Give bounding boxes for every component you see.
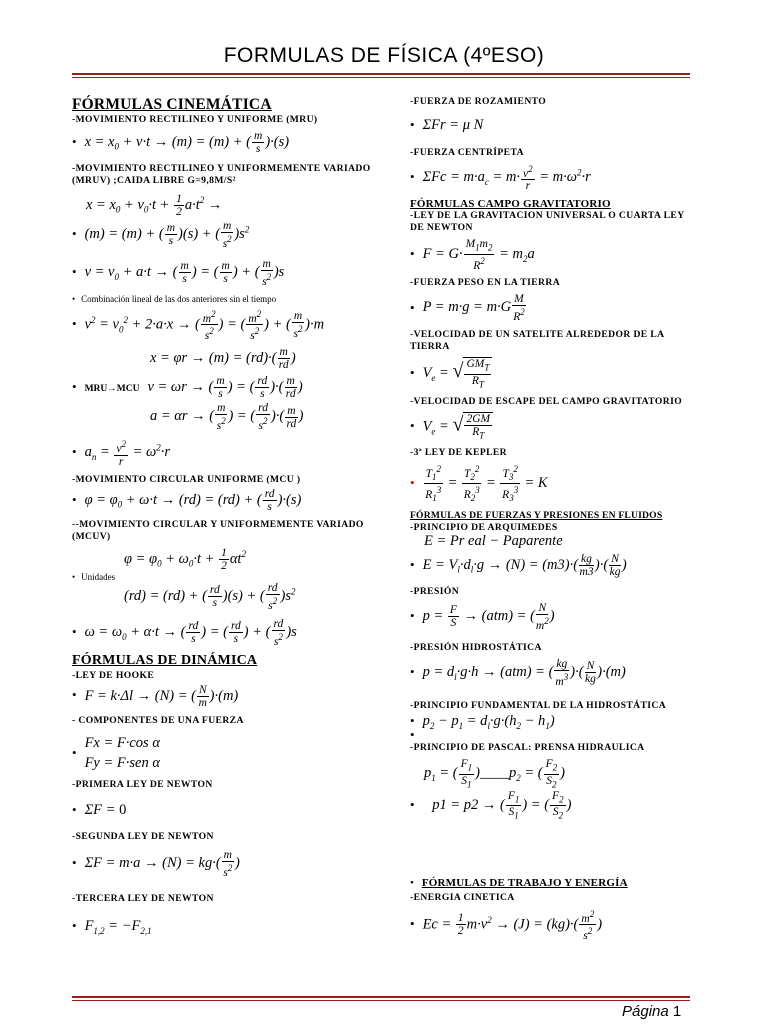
- section-dinamica: FÓRMULAS DE DINÁMICA: [72, 652, 258, 668]
- label-mru: -MOVIMIENTO RECTILINEO Y UNIFORME (MRU): [72, 114, 318, 125]
- eq-satelite: • $V_e$ = √ $\frac{GM_T}{R_T}$: [410, 357, 695, 390]
- label-centripeta: -FUERZA CENTRÍPETA: [410, 146, 524, 158]
- label-satelite: -VELOCIDAD DE UN SATELITE ALREDEDOR DE LA TIERRA: [410, 329, 664, 353]
- label-mcu: -MOVIMIENTO CIRCULAR UNIFORME (MCU ): [72, 473, 301, 485]
- eq-torricelli: • $v^2 = v_0^2 + 2\cdot a\cdot x$ → ( $\frac{m^2}{s^2}$ ) = ( $\frac{m^2}{s^2}$ ) + ( $\frac{m}{s^2}$ )·m: [72, 308, 325, 343]
- label-componentes: - COMPONENTES DE UNA FUERZA: [72, 714, 244, 726]
- section-trabajo: FÓRMULAS DE TRABAJO Y ENERGÍA: [421, 876, 628, 889]
- eq-newton2: • ΣF = m·a → (N) = kg·( $\frac{m}{s^2}$ ): [72, 849, 240, 879]
- eq-hooke: • F = k·Δl → (N) = ( $\frac{N}{m}$ )·(m): [72, 683, 239, 709]
- label-kepler: -3ª LEY DE KEPLER: [410, 447, 508, 459]
- eq-gravitacion: • F = G· $\frac{M_1m_2}{R^2}$ = $m_2a$: [410, 238, 535, 272]
- eq-mruv-vel: • $v = v_0 + a\cdot t$ → ( $\frac{m}{s}$ ) = ( $\frac{m}{s}$ ) + ( $\frac{m}{s^2}$ )s: [72, 257, 285, 288]
- eq-pascal-2: • p1 = p2 → ( $\frac{F_1}{S_1}$ ) = ( $\frac{F_2}{S_2}$ ): [410, 790, 572, 821]
- eq-mru-mcu-a: a = αr → ( $\frac{m}{s^2}$ ) = ( $\frac{rd}{s^2}$ )·( $\frac{m}{rd}$ ): [150, 402, 304, 433]
- label-mru-mcu: MRU→MCU: [84, 384, 140, 395]
- eq-rozamiento: • ΣFr = μ N: [410, 117, 484, 133]
- eq-mruv-units: • (m) = (m) + ( $\frac{m}{s}$ )(s) + ( $\frac{m}{s^2}$ )$s^2$: [72, 220, 250, 250]
- header-rule-top: [72, 73, 690, 75]
- eq-centripeta: • $\Sigma Fc = m\cdot a_c = m\cdot$ $\frac{v^2}{r}$ = $m\cdot\omega^2\cdot r$: [410, 163, 591, 193]
- label-presion: -PRESIÓN: [410, 585, 460, 597]
- label-gravitacion: -LEY DE LA GRAVITACION UNIVERSAL O CUARTA LEY DE NEWTON: [410, 210, 685, 234]
- eq-componentes: • Fx = F·cos α Fy = F·sen α: [72, 734, 160, 771]
- label-arquimedes: -PRINCIPIO DE ARQUIMEDES: [410, 522, 558, 534]
- note-unidades: Unidades: [81, 571, 116, 582]
- label-pascal: -PRINCIPIO DE PASCAL: PRENSA HIDRAULICA: [410, 742, 645, 754]
- left-column: FÓRMULAS CINEMÁTICA -MOVIMIENTO RECTILINEO Y UNIFORME (MRU) • $x = x_0 + v\cdot t \to (m) = (m)$ + ( $\frac{m}{s}$ )·(s) -MOVIMIENTO RECTILINEO Y UNIFORMEMENTE VARIADO (MRUV) ;CAIDA LIBRE G=9,8M/S² $x = x_0 + v_0\cdot t$ + $\frac{1}{2}$ $a\cdot t^2$ → • (m) = (m) + ( $\frac{m}{s}$ )(s) + ( $\frac{m}{s^2}$ )$s^2$ • $v = v_0 + a\cdot t$ → ( $\frac{m}{s}$ ) = ( $\frac{m}{s}$ ) + ( $\frac{m}{s^2}$ )s • Combinación lineal de las dos anteriores sin el tiempo • $v^2 = v_0^2 + 2\cdot a\cdot x$ → ( $\frac{m^2}{s^2}$ ) = ( $\frac{m^2}{s^2}$ ) + ( $\frac{m}{s^2}$ )·m x = φr → (m) = (rd)·( $\frac{m}{rd}$ ) • MRU→MCU v = ωr → ( $\frac{m}{s}$ ) = ( $\frac{rd}{s}$ )·( $\frac{m}{rd}$ ) a = αr → ( $\frac{m}{s^2}$ ) = ( $\frac{rd}{s^2}$ )·( $\frac{m}{rd}$ ) • $a_n$ = $\frac{v^2}{r}$ = $\omega^2\cdot r$ -MOVIMIENTO CIRCULAR UNIFORME (MCU ) • $\varphi = \varphi_0 + \omega\cdot t \to (rd) = (rd)$ + ( $\frac{rd}{s}$ )·(s) --MOVIMIENTO CIRCULAR Y UNIFORMEMENTE VARIADO (MCUV) $\varphi = \varphi_0 + \omega_0\cdot t$ + $\frac{1}{2}$ $\alpha t^2$ • Unidades (rd) = (rd) + ( $\frac{rd}{s}$ )(s) + ( $\frac{rd}{s^2}$ )$s^2$ • $\omega = \omega_0 + \alpha\cdot t$ → ( $\frac{rd}{s}$ ) = ( $\frac{rd}{s}$ ) + ( $\frac{rd}{s^2}$ )s FÓRMULAS DE DINÁMICA -LEY DE HOOKE • F = k·Δl → (N) = ( $\frac{N}{m}$ )·(m) - COMPONENTES DE UNA FUERZA • Fx = F·cos α Fy = F·sen α -PRIMERA LEY DE NEWTON • ΣF = 0 -SEGUNDA LEY DE NEWTON • ΣF = m·a → (N) = kg·( $\frac{m}{s^2}$ ) -TERCERA LEY DE NEWTON • $F_{1,2} = -F_{2,1}$: [72, 96, 397, 936]
- eq-arquimedes: • $E = V_l\cdot d_l\cdot g \to (N) = (m3)\cdot$( $\frac{kg}{m3}$ )·( $\frac{N}{kg}$ ): [410, 552, 627, 578]
- eq-fundamental: • $p_2 - p_1 = d_l\cdot g\cdot(h_2 - h_1)$: [410, 712, 555, 731]
- eq-presion: • p = $\frac{F}{S}$ → (atm) = ( $\frac{N}{m^2}$ ): [410, 601, 555, 632]
- eq-escape: • $V_e$ = √ $\frac{2GM}{R_T}$: [410, 412, 695, 441]
- label-newton1: -PRIMERA LEY DE NEWTON: [72, 778, 213, 790]
- eq-mru: • $x = x_0 + v\cdot t \to (m) = (m)$ + ( $\frac{m}{s}$ )·(s): [72, 130, 290, 155]
- label-escape: -VELOCIDAD DE ESCAPE DEL CAMPO GRAVITATORIO: [410, 395, 683, 407]
- label-hidrostatica: -PRESIÓN HIDROSTÁTICA: [410, 641, 542, 653]
- label-mcuv: --MOVIMIENTO CIRCULAR Y UNIFORMEMENTE VARIADO (MCUV): [72, 518, 364, 542]
- eq-arc: x = φr → (m) = (rd)·( $\frac{m}{rd}$ ): [150, 346, 296, 372]
- label-cinetica: -ENERGIA CINETICA: [410, 891, 515, 903]
- note-combinacion: Combinación lineal de las dos anteriores sin el tiempo: [81, 293, 277, 304]
- label-hooke: -LEY DE HOOKE: [72, 669, 155, 681]
- label-rozamiento: -FUERZA DE ROZAMIENTO: [410, 96, 547, 107]
- section-gravitatorio: FÓRMULAS CAMPO GRAVITATORIO: [410, 198, 611, 211]
- right-column: -FUERZA DE ROZAMIENTO • ΣFr = μ N -FUERZA CENTRÍPETA • $\Sigma Fc = m\cdot a_c = m\cdot$ $\frac{v^2}{r}$ = $m\cdot\omega^2\cdot r$ FÓRMULAS CAMPO GRAVITATORIO -LEY DE LA GRAVITACION UNIVERSAL O CUARTA LEY DE NEWTON • F = G· $\frac{M_1m_2}{R^2}$ = $m_2a$ -FUERZA PESO EN LA TIERRA • P = m·g = m·G $\frac{M}{R^2}$ -VELOCIDAD DE UN SATELITE ALREDEDOR DE LA TIERRA • $V_e$ = √ $\frac{GM_T}{R_T}$ -VELOCIDAD DE ESCAPE DEL CAMPO GRAVITATORIO • $V_e$ = √ $\frac{2GM}{R_T}$ -3ª LEY DE KEPLER • $\frac{T_1^2}{R_1^3}$ = $\frac{T_2^2}{R_2^3}$ = $\frac{T_3^2}{R_3^3}$ = K FÓRMULAS DE FUERZAS Y PRESIONES EN FLUIDOS -PRINCIPIO DE ARQUIMEDES E = Pr eal − Paparente • $E = V_l\cdot d_l\cdot g \to (N) = (m3)\cdot$( $\frac{kg}{m3}$ )·( $\frac{N}{kg}$ ) -PRESIÓN • p = $\frac{F}{S}$ → (atm) = ( $\frac{N}{m^2}$ ) -PRESIÓN HIDROSTÁTICA • $p = d_l\cdot g\cdot h \to (atm)$ = ( $\frac{kg}{m^3}$ )·( $\frac{N}{kg}$ )·(m) -PRINCIPIO FUNDAMENTAL DE LA HIDROSTÁTICA • $p_2 - p_1 = d_l\cdot g\cdot(h_2 - h_1)$ • -PRINCIPIO DE PASCAL: PRENSA HIDRAULICA $p_1$ = ( $\frac{F_1}{S_1}$ )$\_\_\_\_p_2$ = ( $\frac{F_2}{S_2}$ ) • p1 = p2 → ( $\frac{F_1}{S_1}$ ) = ( $\frac{F_2}{S_2}$ ) • FÓRMULAS DE TRABAJO Y ENERGÍA -ENERGIA CINETICA • Ec = $\frac{1}{2}$ $m\cdot v^2 \to (J) = (kg)\cdot$( $\frac{m^2}{s^2}$ ): [410, 96, 695, 942]
- page-label: Página: [622, 1003, 669, 1020]
- eq-centripetal-acc: • $a_n$ = $\frac{v^2}{r}$ = $\omega^2\cdot r$: [72, 439, 171, 468]
- page-number-value: 1: [672, 1003, 682, 1020]
- label-mruv: -MOVIMIENTO RECTILINEO Y UNIFORMEMENTE VARIADO (MRUV) ;CAIDA LIBRE G=9,8M/S²: [72, 163, 371, 186]
- eq-newton3: • $F_{1,2} = -F_{2,1}$: [72, 917, 152, 936]
- eq-mruv-pos: $x = x_0 + v_0\cdot t$ + $\frac{1}{2}$ $a\cdot t^2$ →: [86, 193, 223, 218]
- eq-hidrostatica: • $p = d_l\cdot g\cdot h \to (atm)$ = ( $\frac{kg}{m^3}$ )·( $\frac{N}{kg}$ )·(m): [410, 657, 626, 688]
- eq-cinetica: • Ec = $\frac{1}{2}$ $m\cdot v^2 \to (J) = (kg)\cdot$( $\frac{m^2}{s^2}$ ): [410, 908, 603, 943]
- eq-kepler: • $\frac{T_1^2}{R_1^3}$ = $\frac{T_2^2}{R_2^3}$ = $\frac{T_3^2}{R_3^3}$ = K: [410, 464, 548, 504]
- footer-rule-top: [72, 996, 690, 998]
- footer-rule-bottom: [72, 1000, 690, 1001]
- label-fundamental: -PRINCIPIO FUNDAMENTAL DE LA HIDROSTÁTICA: [410, 699, 667, 711]
- eq-empuje: E = Pr eal − Paparente: [424, 533, 563, 550]
- header-rule-bottom: [72, 77, 690, 78]
- eq-pascal-1: $p_1$ = ( $\frac{F_1}{S_1}$ )$\_\_\_\_p_2$ = ( $\frac{F_2}{S_2}$ ): [424, 758, 565, 790]
- label-newton2: -SEGUNDA LEY DE NEWTON: [72, 831, 214, 843]
- section-fluidos: FÓRMULAS DE FUERZAS Y PRESIONES EN FLUIDOS: [410, 510, 663, 522]
- eq-mcuv-units: (rd) = (rd) + ( $\frac{rd}{s}$ )(s) + ( $\frac{rd}{s^2}$ )$s^2$: [124, 581, 296, 612]
- eq-mcu: • $\varphi = \varphi_0 + \omega\cdot t \to (rd) = (rd)$ + ( $\frac{rd}{s}$ )·(s): [72, 487, 302, 513]
- eq-newton1: • ΣF = 0: [72, 801, 127, 818]
- label-newton3: -TERCERA LEY DE NEWTON: [72, 892, 214, 904]
- label-peso: -FUERZA PESO EN LA TIERRA: [410, 277, 561, 289]
- page-number: [622, 1003, 681, 1020]
- eq-mcuv-vel: • $\omega = \omega_0 + \alpha\cdot t$ → ( $\frac{rd}{s}$ ) = ( $\frac{rd}{s}$ ) + ( $\frac{rd}{s^2}$ )s: [72, 617, 297, 648]
- eq-mru-mcu-v: • MRU→MCU v = ωr → ( $\frac{m}{s}$ ) = ( $\frac{rd}{s}$ )·( $\frac{m}{rd}$ ): [72, 375, 303, 401]
- eq-peso: • P = m·g = m·G $\frac{M}{R^2}$: [410, 293, 525, 324]
- eq-mcuv-pos: $\varphi = \varphi_0 + \omega_0\cdot t$ + $\frac{1}{2}$ $\alpha t^2$: [124, 546, 246, 572]
- page-title: FORMULAS DE FÍSICA (4ºESO): [223, 44, 545, 67]
- section-cinematica: FÓRMULAS CINEMÁTICA: [72, 96, 272, 113]
